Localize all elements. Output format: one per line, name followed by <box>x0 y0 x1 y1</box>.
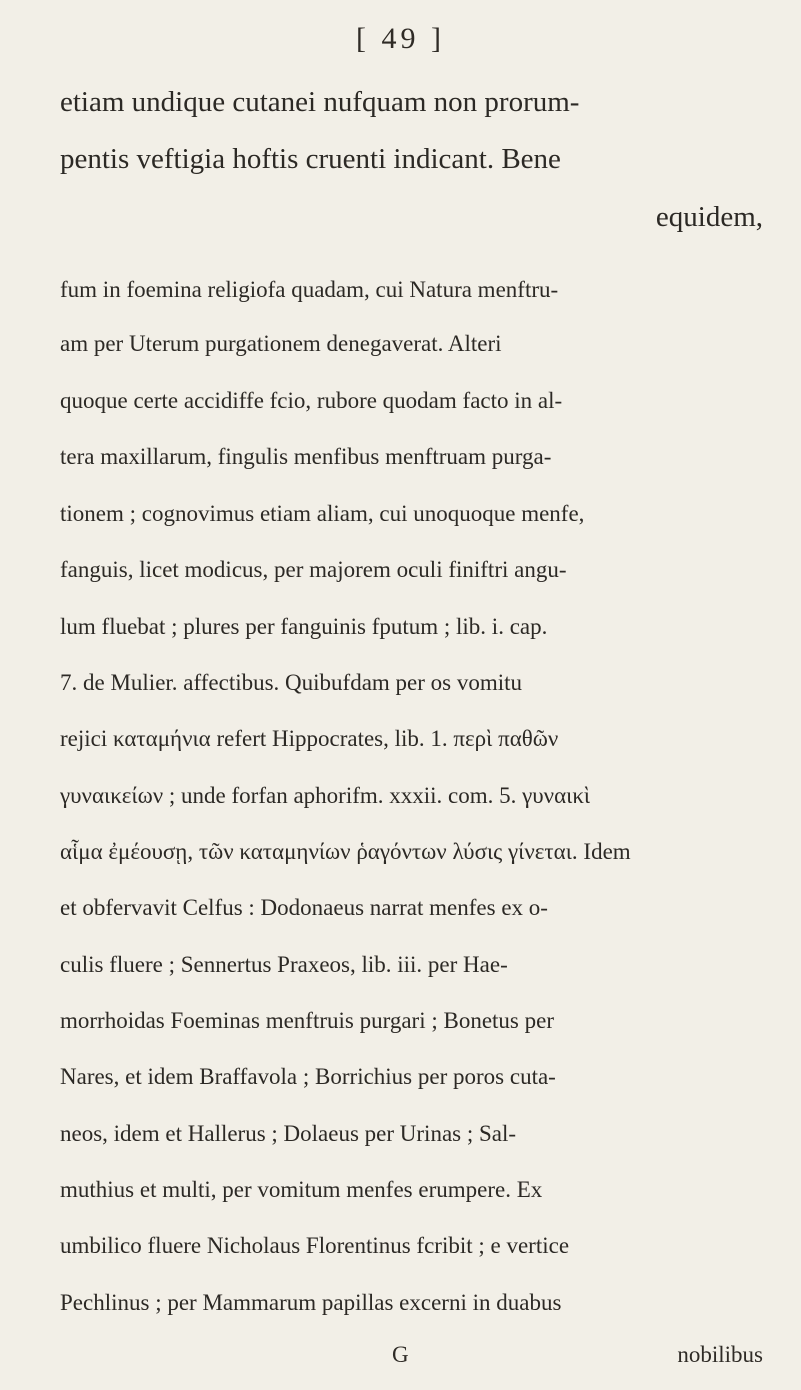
text-line: fanguis, licet modicus, per majorem oculi finiftri angu- <box>60 557 567 582</box>
text-line: rejici καταμήνια refert Hippocrates, lib. 1. περὶ παθῶν <box>60 726 559 751</box>
text-line: 7. de Mulier. affectibus. Quibufdam per os vomitu <box>60 670 523 695</box>
text-line: fum in foemina religiofa quadam, cui Natura menftru- <box>60 277 559 302</box>
text-line: muthius et multi, per vomitum menfes erumpere. Ex <box>60 1177 543 1202</box>
signature-mark: G <box>392 1342 409 1367</box>
text-line: tionem ; cognovimus etiam aliam, cui unoquoque menfe, <box>60 501 585 526</box>
text-line: culis fluere ; Sennertus Praxeos, lib. iii. per Hae- <box>60 952 508 977</box>
text-line: tera maxillarum, fingulis menfibus menftruam purga- <box>60 444 552 469</box>
text-line: etiam undique cutanei nufquam non prorum- <box>60 86 580 118</box>
text-line: αἷμα ἐμέουσῃ, τῶν καταμηνίων ῥαγόντων λύσις γίνεται. Idem <box>60 839 631 864</box>
text-line: umbilico fluere Nicholaus Florentinus fcribit ; e vertice <box>60 1233 570 1258</box>
text-line: γυναικείων ; unde forfan aphorifm. xxxii. com. 5. γυναικὶ <box>60 783 591 808</box>
text-line: Nares, et idem Braffavola ; Borrichius per poros cuta- <box>60 1064 556 1089</box>
text-line: morrhoidas Foeminas menftruis purgari ; Bonetus per <box>60 1008 554 1033</box>
page-number: [ 49 ] <box>356 22 445 55</box>
text-line: quoque certe accidiffe fcio, rubore quodam facto in al- <box>60 388 563 413</box>
text-line: am per Uterum purgationem denegaverat. Alteri <box>60 331 502 356</box>
text-line: lum fluebat ; plures per fanguinis fputum ; lib. i. cap. <box>60 614 548 639</box>
catchword: nobilibus <box>677 1342 763 1367</box>
text-line: pentis veftigia hoftis cruenti indicant. Bene <box>60 143 561 175</box>
text-line: equidem, <box>655 201 763 233</box>
text-line: neos, idem et Hallerus ; Dolaeus per Urinas ; Sal- <box>60 1121 517 1146</box>
text-line: et obfervavit Celfus : Dodonaeus narrat menfes ex o- <box>60 895 548 920</box>
text-line: Pechlinus ; per Mammarum papillas excerni in duabus <box>60 1290 562 1315</box>
